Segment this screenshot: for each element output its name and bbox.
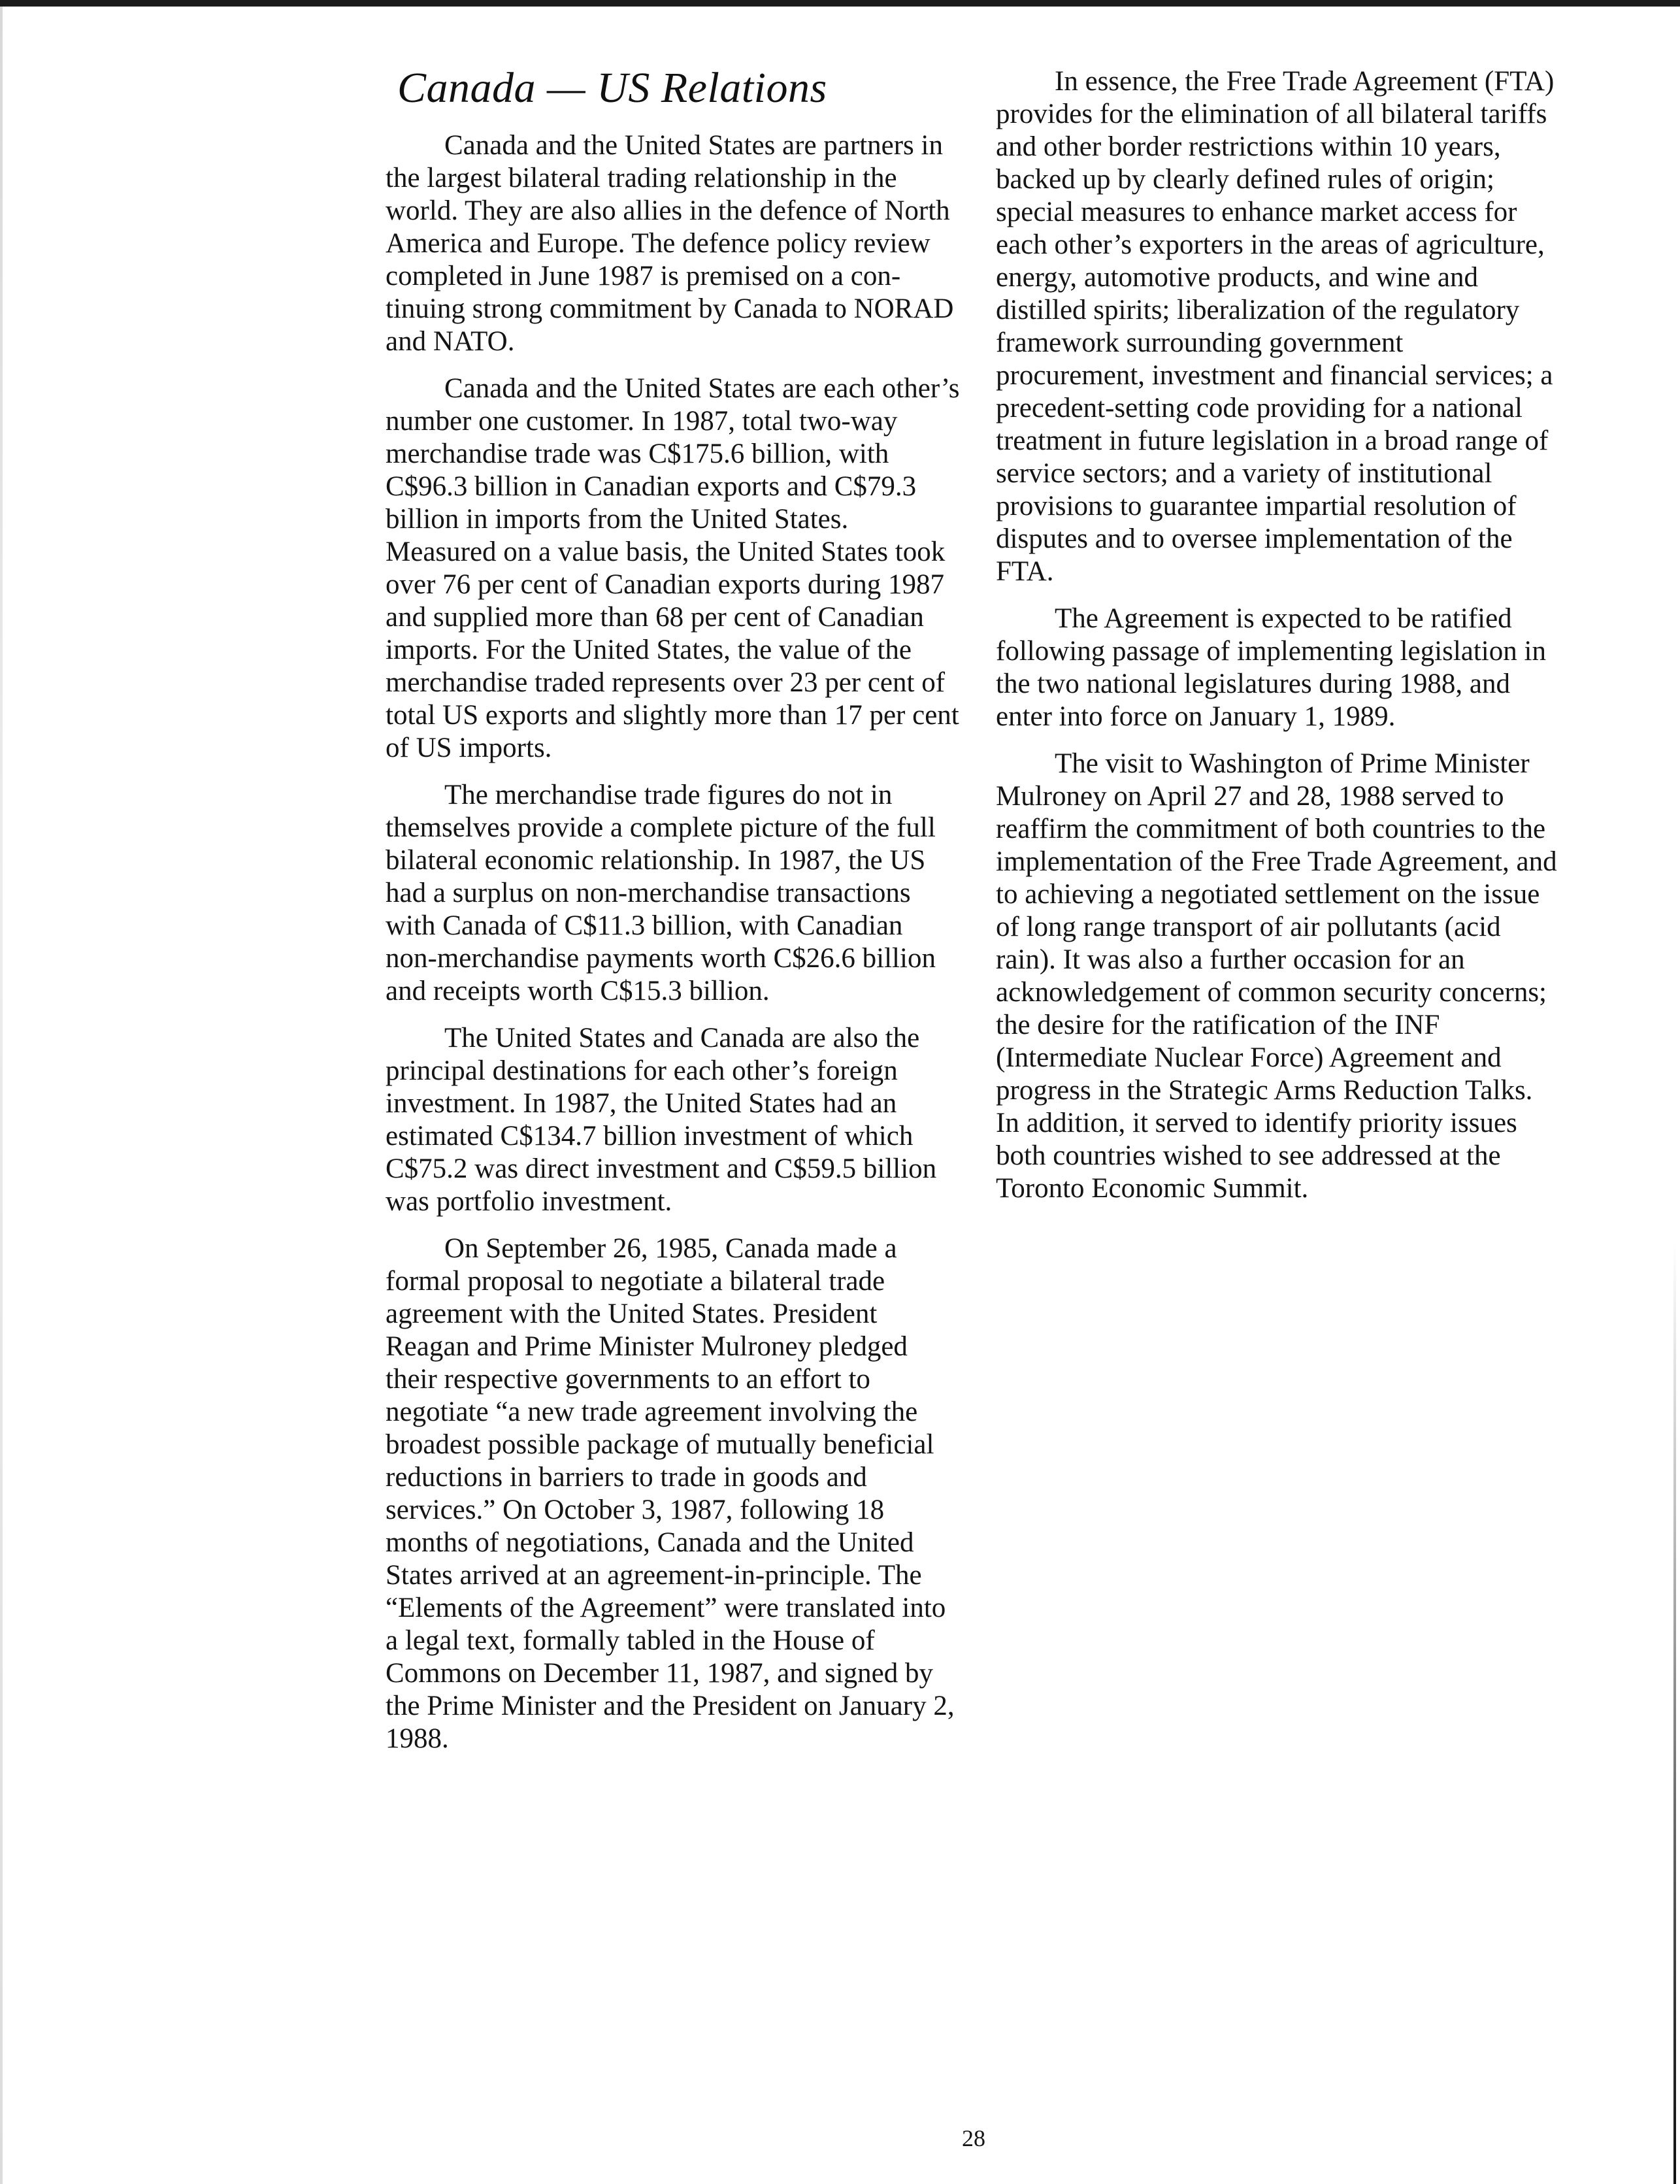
page-number: 28 [962,2125,985,2151]
paragraph-foreign-investment: The United States and Canada are also the principal destinations for each other’s foreign investment. In 1987, the United States had an estimated C$134.7 billion investment of which C$75.2 was direct investment and C$59.5 billion was portfolio investment. [386,1023,937,1217]
paragraph-fta-essence: In essence, the Free Trade Agreement (FTA) provides for the elimination of all bilateral tariffs and other border restrictions within 10 years, backed up by clearly defined rules of origin; special measures to enhance market access for each other’s exporters in the areas of agriculture, energy, automotive products, and wine and distilled spirits; liberalization of the regulatory framework surrounding government procurement, investment and financial services; a precedent-setting code providing for a national treatment in future legislation in a broad range of service sectors; and a variety of institutional provisions to guarantee impartial resolution of disputes and to oversee implementation of the FTA. [996,66,1555,587]
page-title: Canada — US Relations [397,64,827,112]
paragraph-trade-agreement-history: On September 26, 1985, Canada made a formal proposal to negotiate a bilateral trade agreement with the United States. President Reagan and Prime Minister Mulroney pledged their respective governments to an effort to negotiate “a new trade agreement involving the broadest possible package of mutually beneficial reductions in barriers to trade in goods and services.” On October 3, 1987, following 18 months of negotiations, Canada and the United States arrived at an agreement-in-principle. The “Elements of the Agreement” were translated into a legal text, formally tabled in the House of Commons on December 11, 1987, and signed by the Prime Minister and the President on January 2, 1988. [386,1233,955,1754]
paragraph-economic-relationship: The merchandise trade figures do not in themselves provide a complete picture of the full bilateral economic relationship. In 1987, the US had a surplus on non-merchandise transactions with Canada of C$11.3 billion, with Canadian non-merchandise payments worth C$26.6 billion and receipts worth C$15.3 billion. [386,780,936,1006]
paragraph-washington-visit: The visit to Washington of Prime Minister Mulroney on April 27 and 28, 1988 served to reaffirm the commitment of both countries to the implementation of the Free Trade Agreement, and to achieving a negotiated settlement on the issue of long range transport of air pollutants (acid rain). It was also a further occasion for an acknowledgement of common security concerns; the desire for the ratification of the INF (Intermediate Nuclear Force) Agreement and progress in the Strategic Arms Reduction Talks. In addition, it served to identify priority issues both countries wished to see addressed at the Toronto Economic Summit. [996,748,1557,1204]
paragraph-merchandise-trade: Canada and the United States are each other’s number one customer. In 1987, total two-way merchandise trade was C$175.6 billion, with C$96.3 billion in Canadian exports and C$79.3 billion in imports from the United States. Measured on a value basis, the United States took over 76 per cent of Canadian exports during 1987 and supplied more than 68 per cent of Canadian imports. For the United States, the value of the merchandise traded represents over 23 per cent of total US exports and slightly more than 17 per cent of US imports. [386,373,960,763]
left-column [386,59,961,1770]
paragraph-ratification: The Agreement is expected to be ratified following passage of implementing legislation in the two national legislatures during 1988, and enter into force on January 1, 1989. [996,603,1546,732]
right-scan-edge [1673,1242,1676,2184]
left-scan-edge [0,7,3,2184]
top-edge-rule [0,0,1680,7]
right-column [996,65,1558,1219]
paragraph-partners: Canada and the United States are partners in the largest bilateral trading relationship in the world. They are also allies in the defence of North America and Europe. The defence policy review completed in June 1987 is premised on a continuing strong commitment by Canada to NORAD and NATO. [386,130,954,357]
